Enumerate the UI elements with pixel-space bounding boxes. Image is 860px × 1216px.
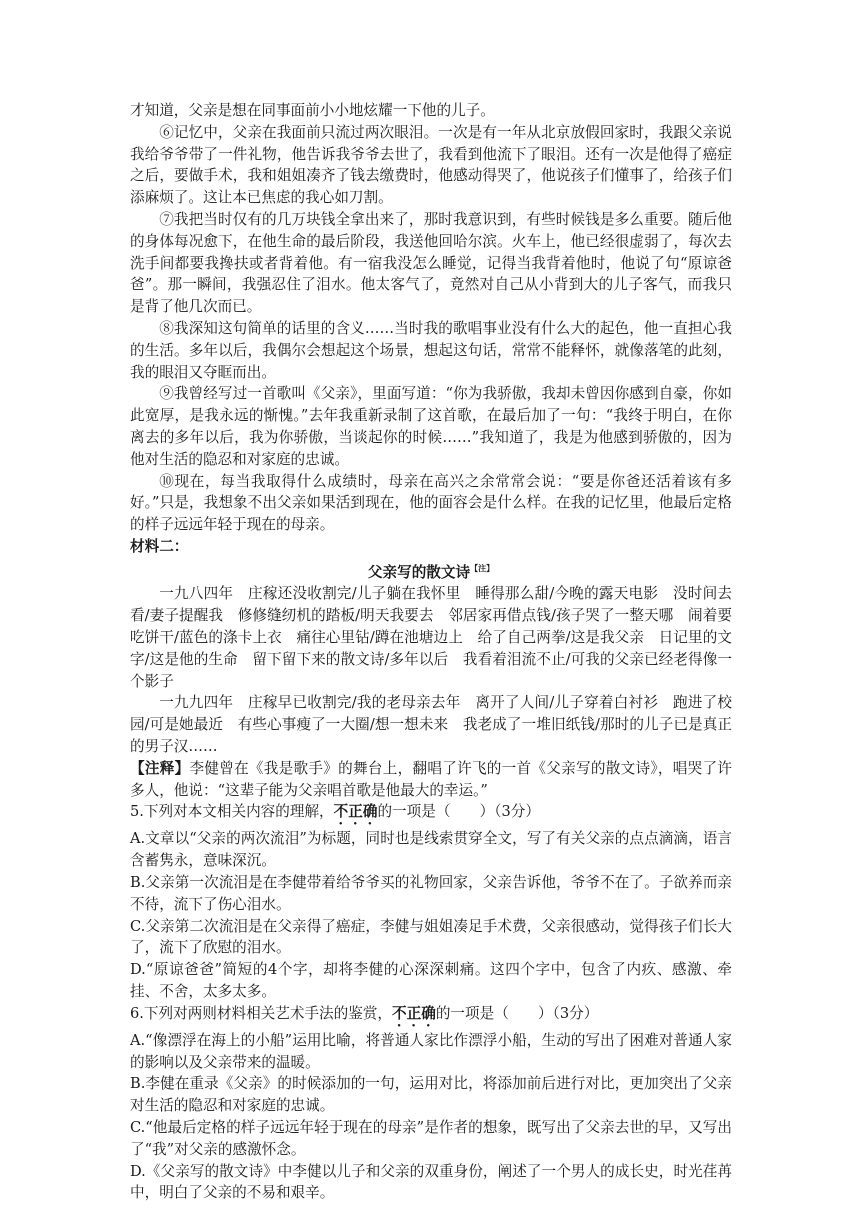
question-5-option-b: B.父亲第一次流泪是在李健带着给爷爷买的礼物回家，父亲告诉他，爷爷不在了。子欲养而亲不待，流下了伤心泪水。 bbox=[130, 873, 732, 913]
poem-title-row bbox=[130, 558, 732, 584]
question-6-stem-pre: 6.下列对两则材料相关艺术手法的鉴赏， bbox=[130, 1004, 393, 1022]
question-6-option-d: D.《父亲写的散文诗》中李健以儿子和父亲的双重身份，阐述了一个男人的成长史，时光荏苒中，明白了父亲的不易和艰辛。 bbox=[130, 1162, 732, 1202]
poem-stanza-1: 一九八四年 庄稼还没收割完/儿子躺在我怀里 睡得那么甜/今晚的露天电影 没时间去看/妻子提醒我 修修缝纫机的踏板/明天我要去 邻居家再借点钱/孩子哭了一整天哪 闹着要吃饼干/蓝色的涤卡上衣 痛往心里钻/蹲在池塘边上 给了自己两拳/这是我父亲 日记里的文字/这是他的生命 留下留下来的散文诗/多年以后 我看着泪流不止/可我的父亲已经老得像一个影子 bbox=[130, 585, 732, 690]
question-6-stem bbox=[130, 1003, 732, 1030]
question-5-stem-pre: 5.下列对本文相关内容的理解， bbox=[130, 803, 334, 821]
material-two-label: 材料二： bbox=[130, 537, 189, 555]
paragraph-10: ⑩现在，每当我取得什么成绩时，母亲在高兴之余常常会说：“要是你爸还活着该有多好。”只是，我想象不出父亲如果活到现在，他的面容会是什么样。在我的记忆里，他最后定格的样子远远年轻于现在的母亲。 bbox=[130, 472, 732, 534]
paragraph-6: ⑥记忆中，父亲在我面前只流过两次眼泪。一次是有一年从北京放假回家时，我跟父亲说我给爷爷带了一件礼物，他告诉我爷爷去世了，我看到他流下了眼泪。还有一次是他得了癌症之后，要做手术，我和姐姐凑齐了钱去缴费时，他感动得哭了，他说孩子们懂事了，给孩子们添麻烦了。这让本已焦虑的我心如刀割。 bbox=[130, 123, 732, 207]
question-6-option-a: A.“像漂浮在海上的小船”运用比喻，将普通人家比作漂浮小船，生动的写出了困难对普通人家的影响以及父亲带来的温暖。 bbox=[130, 1031, 732, 1071]
poem-title: 父亲写的散文诗 bbox=[367, 563, 471, 581]
question-6-option-b: B.李健在重录《父亲》的时候添加的一句，运用对比，将添加前后进行对比，更加突出了父亲对生活的隐忍和对家庭的忠诚。 bbox=[130, 1075, 732, 1115]
poem-title-note-mark: 【注】 bbox=[470, 562, 495, 573]
paragraph-7: ⑦我把当时仅有的几万块钱全拿出来了，那时我意识到，有些时候钱是多么重要。随后他的身体每况愈下，在他生命的最后阶段，我送他回哈尔滨。火车上，他已经很虚弱了，每次去洗手间都要我搀扶或者背着他。有一宿我没怎么睡觉，记得当我背着他时，他说了句“原谅爸爸”。那一瞬间，我强忍住了泪水。他太客气了，竟然对自己从小背到大的儿子客气，而我只是背了他几次而已。 bbox=[130, 210, 732, 316]
question-6-stem-key: 不正确 bbox=[392, 1004, 436, 1022]
question-5-stem-key: 不正确 bbox=[333, 803, 378, 821]
question-6-option-c: C.“他最后定格的样子远远年轻于现在的母亲”是作者的想象，既写出了父亲去世的早，又写出了“我”对父亲的感激怀念。 bbox=[130, 1118, 732, 1158]
paragraph-8: ⑧我深知这句简单的话里的含义……当时我的歌唱事业没有什么大的起色，他一直担心我的生活。多年以后，我偶尔会想起这个场景，想起这句话，常常不能释怀，就像落笔的此刻，我的眼泪又夺眶而出。 bbox=[130, 319, 732, 381]
question-5-option-a: A.文章以“父亲的两次流泪”为标题，同时也是线索贯穿全文，写了有关父亲的点点滴滴，语言含蓄隽永，意味深沉。 bbox=[130, 830, 732, 870]
question-5-option-d: D.“原谅爸爸”简短的4个字，却将李健的心深深刺痛。这四个字中，包含了内疚、感激、牵挂、不舍，太多太多。 bbox=[130, 961, 732, 1000]
question-5-stem-post: 的一项是（ ）（3分） bbox=[377, 803, 540, 821]
annotation bbox=[130, 758, 732, 802]
paragraph-9: ⑨我曾经写过一首歌叫《父亲》，里面写道：“你为我骄傲，我却未曾因你感到自豪，你如此宽厚，是我永远的惭愧。”去年我重新录制了这首歌，在最后加了一句：“我终于明白，在你离去的多年以后，我为你骄傲，当谈起你的时候……”我知道了，我是为他感到骄傲的，因为他对生活的隐忍和对家庭的忠诚。 bbox=[130, 385, 732, 468]
question-5-stem bbox=[130, 801, 732, 828]
poem-stanza-2: 一九九四年 庄稼早已收割完/我的老母亲去年 离开了人间/儿子穿着白衬衫 跑进了校园/可是她最近 有些心事瘦了一大圈/想一想未来 我老成了一堆旧纸钱/那时的儿子已是真正的男子汉…… bbox=[130, 694, 732, 755]
annotation-label: 【注释】 bbox=[130, 759, 190, 777]
question-6-stem-post: 的一项是（ ）（3分） bbox=[435, 1004, 599, 1022]
question-5-option-c: C.父亲第二次流泪是在父亲得了癌症，李健与姐姐凑足手术费，父亲很感动，觉得孩子们长大了，流下了欣慰的泪水。 bbox=[130, 917, 732, 957]
paragraph-intro: 才知道，父亲是想在同事面前小小地炫耀一下他的儿子。 bbox=[130, 102, 495, 119]
annotation-text: 李健曾在《我是歌手》的舞台上，翻唱了许飞的一首《父亲写的散文诗》，唱哭了许多人，他说：“这辈子能为父亲唱首歌是他最大的幸运。” bbox=[130, 759, 732, 799]
